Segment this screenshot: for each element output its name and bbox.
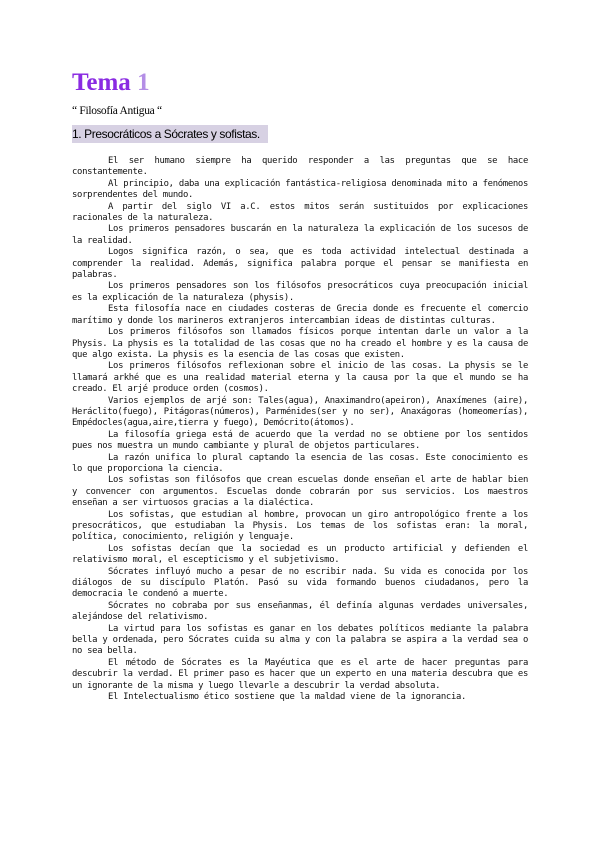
paragraph: El Intelectualismo ético sostiene que la maldad viene de la ignorancia. (108, 692, 467, 703)
paragraph: Esta filosofía nace en ciudades costeras de Grecia donde es frecuente el comercio marítimo y donde los marineros extranjeros intercambian ideas de distintas culturas. (72, 304, 528, 326)
title-word: Tema (72, 69, 131, 96)
paragraph: Los primeros filósofos son llamados físicos porque intentan darle un valor a la Physis. La physis es la totalidad de las cosas que no ha creado el hombre y es la causa de que algo exista. La physis es la esencia de las cosas que existen. (72, 327, 528, 360)
page-title (72, 70, 150, 95)
paragraph: Los primeros filósofos reflexionan sobre el inicio de las cosas. La physis se le llamará arkhé que es una realidad material eterna y la causa por la que el mundo se ha creado. El arjé produce orden (cosmos). (72, 361, 528, 395)
paragraph: Sócrates influyó mucho a pesar de no escribir nada. Su vida es conocida por los diálogos de su discípulo Platón. Pasó su vida formando buenos ciudadanos, pero la democracia le condenó a muerte. (72, 566, 528, 600)
page-subtitle: “ Filosofía Antigua “ (72, 105, 162, 117)
paragraph: Los sofistas decían que la sociedad es un producto artificial y defienden el relativismo moral, el escepticismo y el subjetivismo. (72, 543, 528, 566)
paragraph: Los primeros pensadores buscarán en la naturaleza la explicación de los sucesos de la realidad. (72, 224, 528, 246)
paragraph: Logos significa razón, o sea, que es toda actividad intelectual destinada a comprender la realidad. Además, significa palabra porque el pensar se manifiesta en palabras. (72, 247, 528, 281)
paragraph: Los sofistas, que estudian al hombre, provocan un giro antropológico frente a los presocráticos, que estudiaban la Physis. Los temas de los sofistas eran: la moral, política, conocimiento, religión y lenguaje. (72, 509, 528, 543)
paragraph: Al principio, daba una explicación fantástica-religiosa denominada mito a fenómenos sorprendentes del mundo. (72, 178, 528, 201)
paragraph: Sócrates no cobraba por sus enseñanmas, él definía algunas verdades universales, alejándose del relativismo. (72, 600, 528, 623)
paragraph: La filosofía griega está de acuerdo que la verdad no se obtiene por los sentidos pues nos muestra un mundo cambiante y plural de objetos particulares. (72, 429, 528, 452)
paragraph: El método de Sócrates es la Mayéutica que es el arte de hacer preguntas para descubrir la verdad. El primer paso es hacer que un experto en una materia descubra que es un ignorante de la misma y luego llevarle a descubrir la verdad absoluta. (72, 657, 528, 691)
paragraph: La razón unifica lo plural captando la esencia de las cosas. Este conocimiento es lo que proporciona la ciencia. (72, 452, 528, 474)
paragraph: A partir del siglo VI a.C. estos mitos serán sustituidos por explicaciones racionales de la naturaleza. (72, 201, 528, 224)
body-text (72, 156, 528, 704)
paragraph: La virtud para los sofistas es ganar en los debates políticos mediante la palabra bella y ordenada, pero Sócrates cuida su alma y con la palabra se aspira a la verdad sea o no sea bella. (72, 623, 528, 657)
title-number: 1 (137, 69, 150, 96)
paragraph: Los sofistas son filósofos que crean escuelas donde enseñan el arte de hablar bien y convencer con argumentos. Escuelas donde cobrarán por sus servicios. Los maestros enseñan a ser virtuosos gracias a la dialéctica. (72, 475, 528, 509)
paragraph: El ser humano siempre ha querido responder a las preguntas que se hace constantemente. (72, 156, 528, 178)
paragraph: Los primeros pensadores son los filósofos presocráticos cuya preocupación inicial es la explicación de la naturaleza (physis). (72, 281, 528, 303)
paragraph: Varios ejemplos de arjé son: Tales(agua), Anaximandro(apeiron), Anaxímenes (aire), Heráclito(fuego), Pitágoras(números), Parménides(ser y no ser), Anaxágoras (homeomerías), Empédocles(agua,aire,tierra y fuego), Demócrito(átomos). (72, 395, 528, 429)
section-heading: 1. Presocráticos a Sócrates y sofistas. (72, 125, 268, 143)
